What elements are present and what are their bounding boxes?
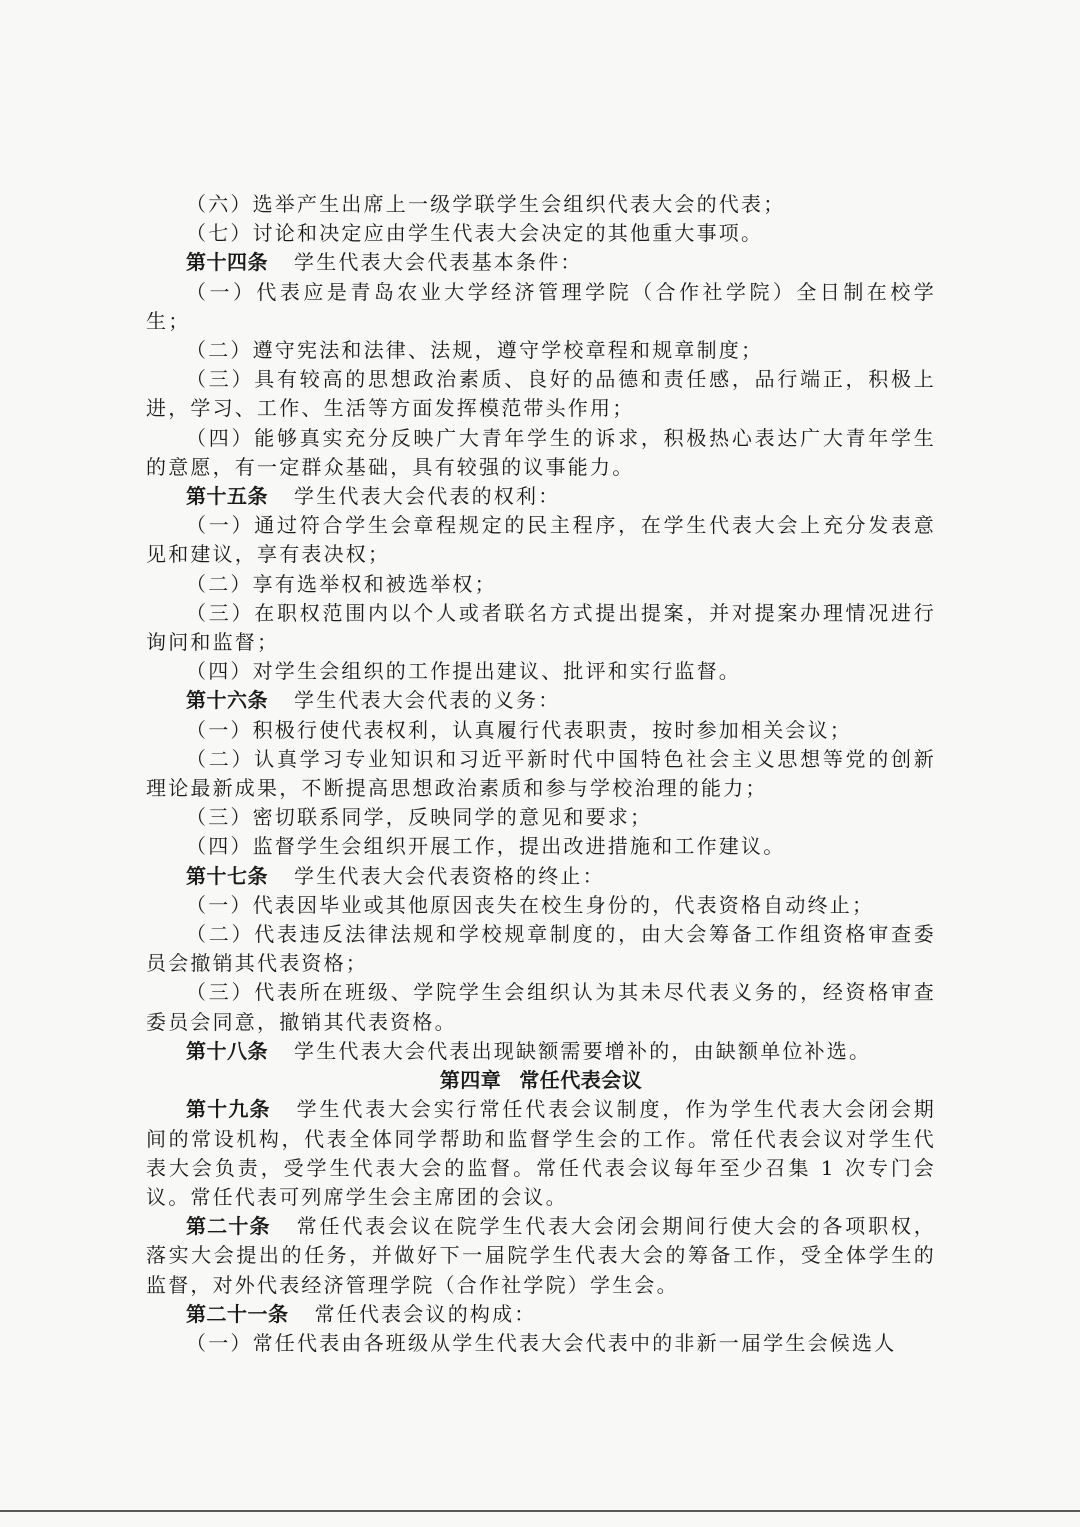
- article-text: 常任代表会议的构成：: [314, 1301, 537, 1326]
- clause-paragraph: （三）具有较高的思想政治素质、良好的品德和责任感，品行端正，积极上进，学习、工作、生活等方面发挥模范带头作用；: [146, 367, 936, 421]
- clause-paragraph: （六）选举产生出席上一级学联学生会组织代表大会的代表；: [186, 192, 786, 216]
- chapter-heading: [146, 1066, 936, 1095]
- clause-paragraph: （一）积极行使代表权利，认真履行代表职责，按时参加相关会议；: [186, 717, 852, 742]
- article-paragraph: [146, 248, 936, 277]
- clause-paragraph: （一）代表因毕业或其他原因丧失在校生身份的，代表资格自动终止；: [186, 892, 875, 917]
- clause-paragraph: （二）认真学习专业知识和习近平新时代中国特色社会主义思想等党的创新理论最新成果，不断提高思想政治素质和参与学校治理的能力；: [146, 746, 936, 801]
- clause-paragraph: （一）通过符合学生会章程规定的民主程序，在学生代表大会上充分发表意见和建议，享有表决权；: [146, 513, 936, 567]
- article-number: 第十五条: [186, 484, 268, 509]
- article-text: 学生代表大会代表的权利：: [294, 484, 561, 509]
- article-paragraph: [146, 1212, 936, 1300]
- article-number: 第十四条: [186, 250, 268, 275]
- article-text: 学生代表大会代表资格的终止：: [294, 863, 605, 888]
- article-number: 第十七条: [186, 863, 268, 888]
- chapter-title: 常任代表会议: [519, 1068, 643, 1093]
- article-paragraph: [146, 686, 936, 715]
- clause-paragraph: （四）监督学生会组织开展工作，提出改进措施和工作建议。: [186, 834, 786, 859]
- clause-paragraph: （三）在职权范围内以个人或者联名方式提出提案，并对提案办理情况进行询问和监督；: [146, 600, 936, 655]
- article-paragraph: [146, 1095, 936, 1212]
- article-text: 学生代表大会代表基本条件：: [294, 250, 583, 275]
- document-body: [146, 190, 936, 1358]
- clause-paragraph: （四）对学生会组织的工作提出建议、批评和实行监督。: [186, 659, 741, 684]
- clause-paragraph: （三）代表所在班级、学院学生会组织认为其未尽代表义务的，经资格审查委员会同意，撤销其代表资格。: [146, 980, 936, 1034]
- article-paragraph: [146, 482, 936, 511]
- clause-paragraph: （三）密切联系同学，反映同学的意见和要求；: [186, 805, 653, 830]
- clause-paragraph: （二）代表违反法律法规和学校规章制度的，由大会筹备工作组资格审查委员会撤销其代表资格；: [146, 922, 936, 976]
- article-number: 第十九条: [186, 1097, 271, 1122]
- chapter-number: 第四章: [439, 1068, 502, 1093]
- article-paragraph: [146, 1300, 936, 1329]
- page-bottom-edge: [0, 1510, 1080, 1512]
- clause-paragraph: （七）讨论和决定应由学生代表大会决定的其他重大事项。: [186, 221, 764, 246]
- article-number: 第二十条: [186, 1214, 271, 1239]
- article-text: 学生代表大会代表出现缺额需要增补的，由缺额单位补选。: [294, 1038, 872, 1063]
- article-number: 第十六条: [186, 688, 268, 713]
- article-paragraph: [146, 1037, 936, 1066]
- clause-paragraph: （一）常任代表由各班级从学生代表大会代表中的非新一届学生会候选人: [186, 1330, 897, 1355]
- clause-paragraph: （二）享有选举权和被选举权；: [186, 571, 497, 596]
- clause-paragraph: （二）遵守宪法和法律、法规，遵守学校章程和规章制度；: [186, 338, 764, 363]
- article-paragraph: [146, 862, 936, 891]
- article-number: 第十八条: [186, 1038, 268, 1063]
- clause-paragraph: （一）代表应是青岛农业大学经济管理学院（合作社学院）全日制在校学生；: [146, 279, 936, 333]
- clause-paragraph: （四）能够真实充分反映广大青年学生的诉求，积极热心表达广大青年学生的意愿，有一定群众基础，具有较强的议事能力。: [146, 425, 936, 479]
- article-text: 学生代表大会代表的义务：: [294, 688, 561, 713]
- article-number: 第二十一条: [186, 1301, 289, 1326]
- article-text: 常任代表会议在院学生代表大会闭会期间行使大会的各项职权，落实大会提出的任务，并做好下一届院学生代表大会的筹备工作，受全体学生的监督，对外代表经济管理学院（合作社学院）学生会。: [146, 1214, 936, 1297]
- article-text: 学生代表大会实行常任代表会议制度，作为学生代表大会闭会期间的常设机构，代表全体同学帮助和监督学生会的工作。常任代表会议对学生代表大会负责，受学生代表大会的监督。常任代表会议每年至少召集 1 次专门会议。常任代表可列席学生会主席团的会议。: [146, 1097, 936, 1209]
